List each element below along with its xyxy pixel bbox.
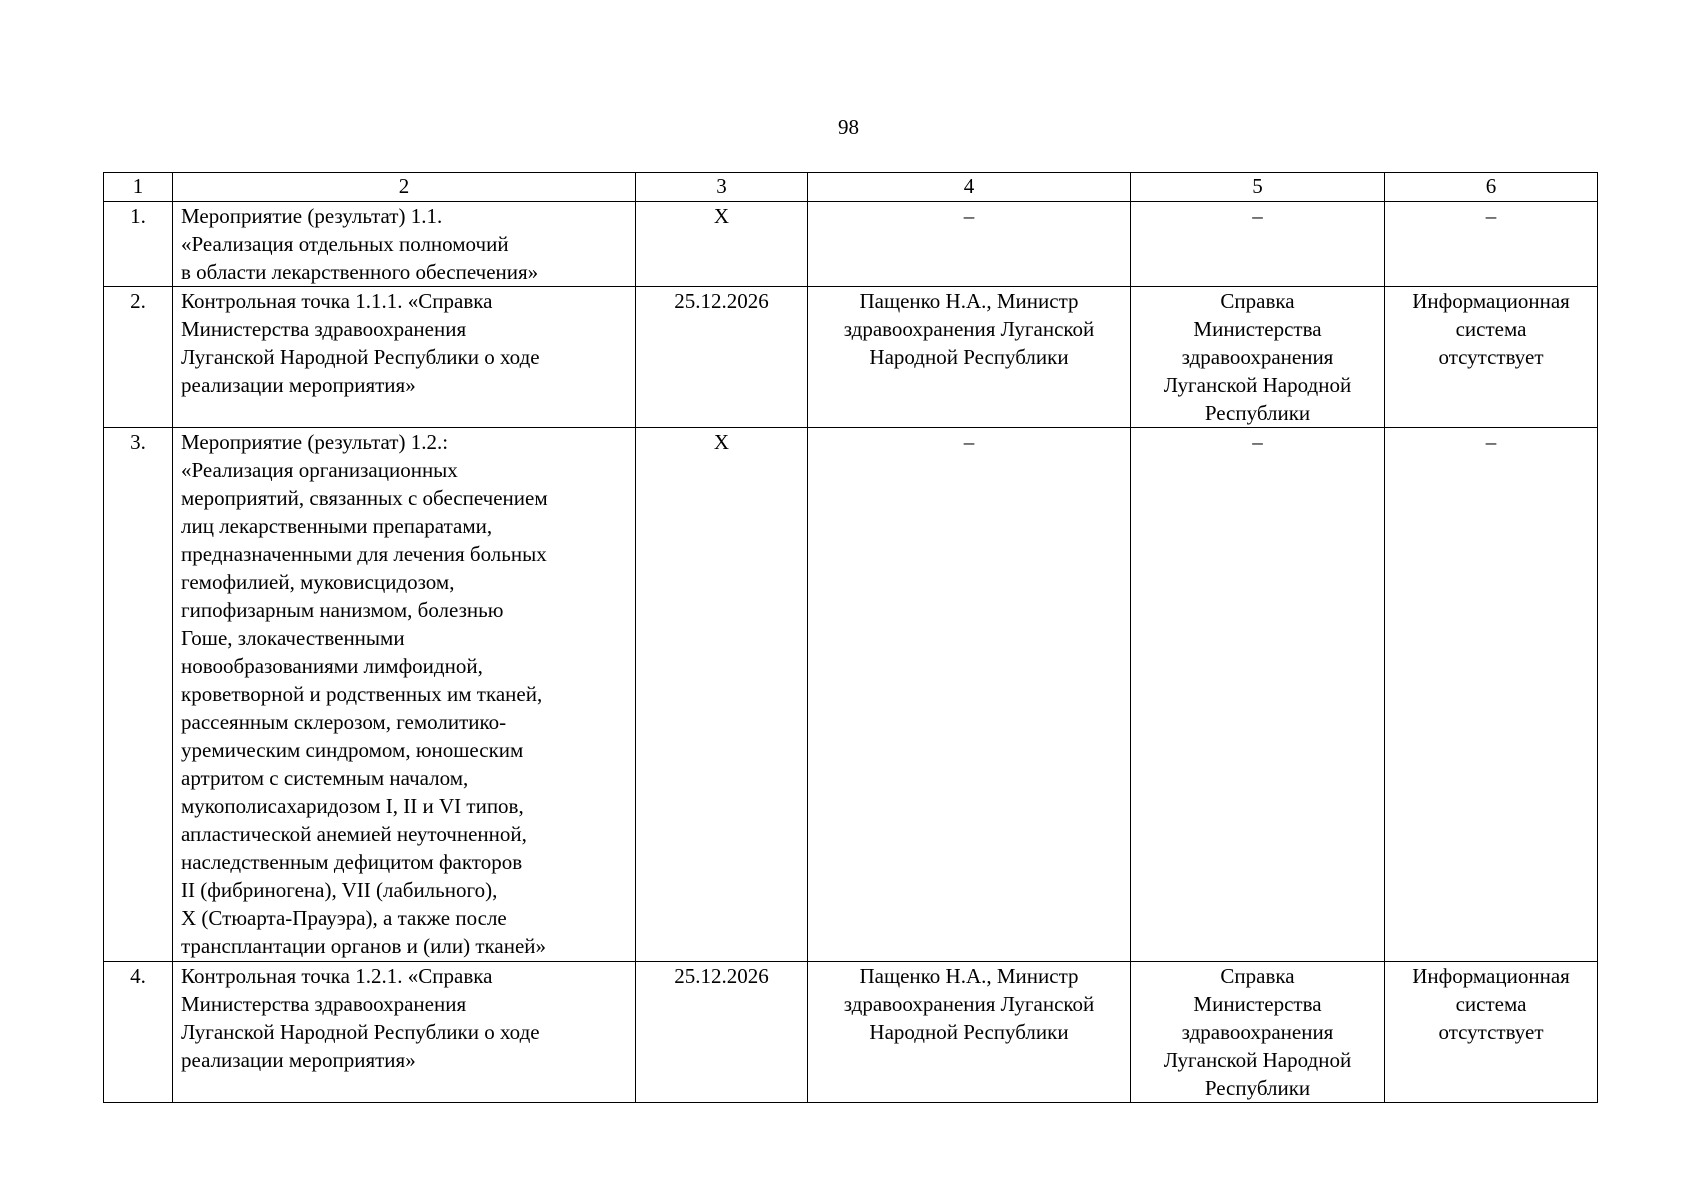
responsible-person: Пащенко Н.А., Министр здравоохранения Луганской Народной Республики [808,287,1131,428]
confirming-document: – [1131,202,1385,287]
row-number: 1. [104,202,173,287]
confirming-document: – [1131,428,1385,962]
activities-table [103,172,1598,1103]
activity-name: Мероприятие (результат) 1.1. «Реализация отдельных полномочий в области лекарственного обеспечения» [173,202,636,287]
responsible-person: Пащенко Н.А., Министр здравоохранения Луганской Народной Республики [808,962,1131,1103]
confirming-document: Справка Министерства здравоохранения Луганской Народной Республики [1131,962,1385,1103]
header-col-2: 2 [173,173,636,202]
information-system: Информационная система отсутствует [1385,962,1598,1103]
row-number: 3. [104,428,173,962]
header-col-3: 3 [636,173,808,202]
table-row [104,202,1598,287]
responsible-person: – [808,202,1131,287]
information-system: – [1385,202,1598,287]
header-col-6: 6 [1385,173,1598,202]
deadline-date: Х [636,202,808,287]
deadline-date: 25.12.2026 [636,287,808,428]
header-col-5: 5 [1131,173,1385,202]
table-header-row [104,173,1598,202]
header-col-1: 1 [104,173,173,202]
deadline-date: Х [636,428,808,962]
activity-name: Мероприятие (результат) 1.2.: «Реализация организационных мероприятий, связанных с обеспечением лиц лекарственными препаратами, предназначенными для лечения больных гемофилией, муковисцидозом, гипофизарным нанизмом, болезнью Гоше, злокачественными новообразованиями лимфоидной, кроветворной и родственных им тканей, рассеянным склерозом, гемолитико- уремическим синдромом, юношеским артритом с системным началом, мукополисахаридозом I, II и VI типов, апластической анемией неуточненной, наследственным дефицитом факторов II (фибриногена), VII (лабильного), Х (Стюарта-Прауэра), а также после трансплантации органов и (или) тканей» [173,428,636,962]
table-row [104,962,1598,1103]
confirming-document: Справка Министерства здравоохранения Луганской Народной Республики [1131,287,1385,428]
row-number: 2. [104,287,173,428]
page-number: 98 [838,115,859,139]
table-row [104,287,1598,428]
activity-name: Контрольная точка 1.1.1. «Справка Министерства здравоохранения Луганской Народной Республики о ходе реализации мероприятия» [173,287,636,428]
activity-name: Контрольная точка 1.2.1. «Справка Министерства здравоохранения Луганской Народной Республики о ходе реализации мероприятия» [173,962,636,1103]
information-system: Информационная система отсутствует [1385,287,1598,428]
responsible-person: – [808,428,1131,962]
deadline-date: 25.12.2026 [636,962,808,1103]
row-number: 4. [104,962,173,1103]
table-row [104,428,1598,962]
header-col-4: 4 [808,173,1131,202]
information-system: – [1385,428,1598,962]
